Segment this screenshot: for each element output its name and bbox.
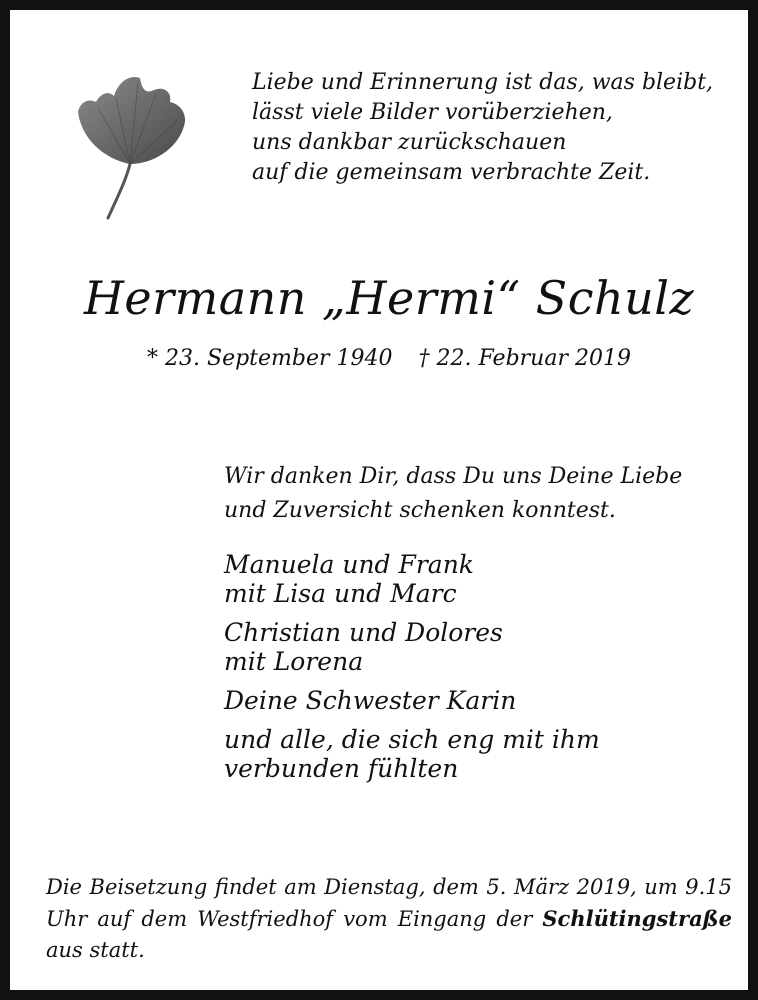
thanks-text xyxy=(224,460,682,528)
mourner-group xyxy=(224,550,600,608)
poem-line: uns dankbar zurückschauen xyxy=(252,130,567,155)
deceased-name: Hermann „Hermi“ Schulz xyxy=(83,271,695,325)
mourner-group xyxy=(224,725,600,783)
thanks-line: und Zuversicht schenken konntest. xyxy=(224,498,616,523)
mourner-line: verbunden fühlten xyxy=(224,754,459,783)
mourner-line: Deine Schwester Karin xyxy=(224,686,517,715)
poem-line: auf die gemeinsam verbrachte Zeit. xyxy=(252,160,651,185)
mourner-line: Christian und Dolores xyxy=(224,618,503,647)
death-date: † 22. Februar 2019 xyxy=(418,346,631,371)
mourner-line: und alle, die sich eng mit ihm xyxy=(224,725,600,754)
poem-line: lässt viele Bilder vorüberziehen, xyxy=(252,100,613,125)
mourner-line: mit Lorena xyxy=(224,647,364,676)
birth-date: * 23. September 1940 xyxy=(147,346,393,371)
poem-line: Liebe und Erinnerung ist das, was bleibt, xyxy=(252,70,714,95)
funeral-notice-text: Die Beisetzung findet am Dienstag, dem 5. März 2019, um 9.15 Uhr auf dem Westfriedhof vom Eingang der xyxy=(46,875,732,931)
thanks-line: Wir danken Dir, dass Du uns Deine Liebe xyxy=(224,464,683,489)
mourner-line: mit Lisa und Marc xyxy=(224,579,457,608)
poem xyxy=(252,68,713,188)
funeral-notice-end: aus statt. xyxy=(46,938,145,962)
mourner-group xyxy=(224,618,600,676)
ginkgo-leaf-icon xyxy=(68,68,196,228)
funeral-notice xyxy=(46,872,732,966)
mourner-line: Manuela und Frank xyxy=(224,550,474,579)
life-dates xyxy=(10,344,758,374)
mourners-list xyxy=(224,550,600,793)
street-name: Schlütingstraße xyxy=(542,906,732,931)
mourner-group xyxy=(224,686,600,715)
